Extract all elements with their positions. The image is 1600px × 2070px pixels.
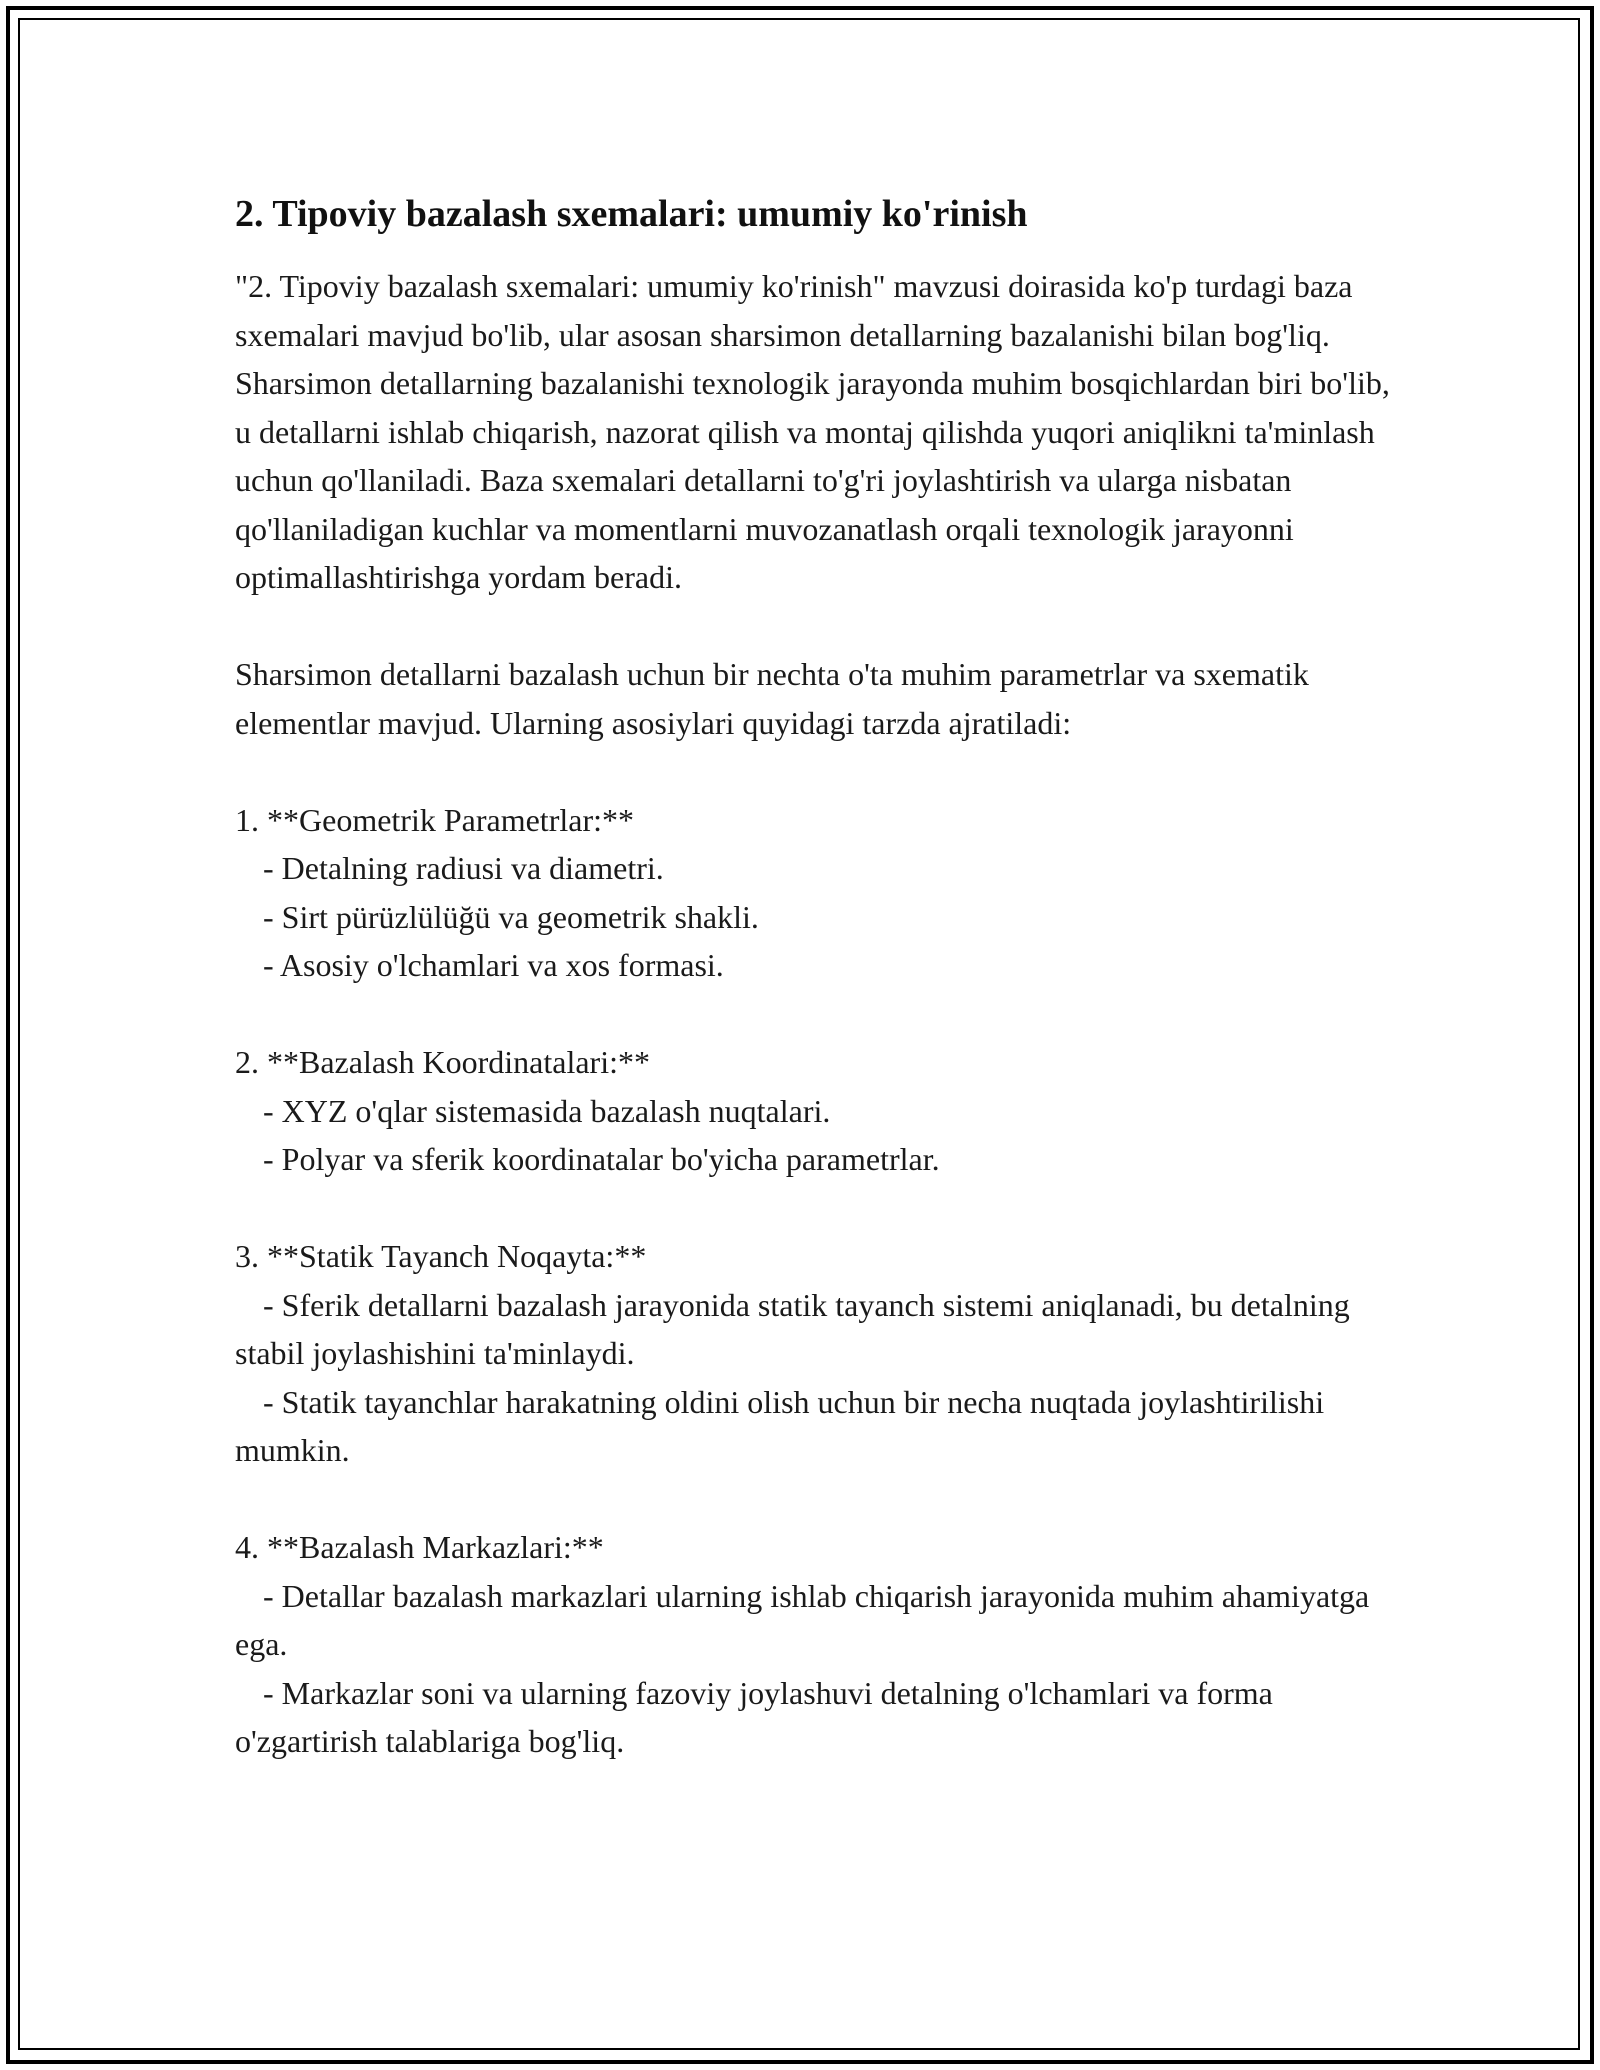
list-item: - Detalning radiusi va diametri. xyxy=(263,850,664,886)
section-heading: 1. **Geometrik Parametrlar:** xyxy=(235,801,634,838)
spacer xyxy=(235,1184,1405,1233)
section-basing-centers xyxy=(235,1523,1405,1766)
list-item: - Polyar va sferik koordinatalar bo'yicha parametrlar. xyxy=(263,1141,940,1177)
list-item: - Asosiy o'lchamlari va xos formasi. xyxy=(263,947,724,983)
lead-paragraph: Sharsimon detallarni bazalash uchun bir nechta o'ta muhim parametrlar va sxematik elementlar mavjud. Ularning asosiylari quyidagi tarzda ajratiladi: xyxy=(235,656,1309,741)
section-static-support xyxy=(235,1232,1405,1475)
section-basing-coordinates xyxy=(235,1038,1405,1184)
list-item: - Statik tayanchlar harakatning oldini olish uchun bir necha nuqtada joylashtirilishi mumkin. xyxy=(235,1383,1325,1468)
list-item: - Sferik detallarni bazalash jarayonida statik tayanch sistemi aniqlanadi, bu detalning stabil joylashishini ta'minlaydi. xyxy=(235,1286,1350,1371)
spacer xyxy=(235,747,1405,796)
spacer xyxy=(235,990,1405,1039)
page-title: 2. Tipoviy bazalash sxemalari: umumiy ko'rinish xyxy=(235,193,1028,235)
intro-paragraph: "2. Tipoviy bazalash sxemalari: umumiy ko'rinish" mavzusi doirasida ko'p turdagi baza sxemalari mavjud bo'lib, ular asosan sharsimon detallarning bazalanishi bilan bog'liq. Sharsimon detallarning bazalanishi texnologik jarayonda muhim bosqichlardan biri bo'lib, u detallarni ishlab chiqarish, nazorat qilish va montaj qilishda yuqori aniqlikni ta'minlash uchun qo'llaniladi. Baza sxemalari detallarni to'g'ri joylashtirish va ularga nisbatan qo'llaniladigan kuchlar va momentlarni muvozanatlash orqali texnologik jarayonni optimallashtirishga yordam beradi. xyxy=(235,268,1390,595)
spacer xyxy=(235,602,1405,651)
section-heading: 2. **Bazalash Koordinatalari:** xyxy=(235,1044,650,1080)
list-item: - Sirt pürüzlülüğü va geometrik shakli. xyxy=(263,898,759,935)
list-item: - Detallar bazalash markazlari ularning ishlab chiqarish jarayonida muhim ahamiyatga ega. xyxy=(235,1577,1370,1662)
section-heading: 4. **Bazalash Markazlari:** xyxy=(235,1529,604,1565)
section-geometric-parameters xyxy=(235,796,1405,990)
document-body xyxy=(235,186,1405,1766)
list-item: - Markazlar soni va ularning fazoviy joylashuvi detalning o'lchamlari va forma o'zgartirish talablariga bog'liq. xyxy=(235,1674,1273,1759)
section-heading: 3. **Statik Tayanch Noqayta:** xyxy=(235,1238,647,1274)
spacer xyxy=(235,1475,1405,1524)
list-item: - XYZ o'qlar sistemasida bazalash nuqtalari. xyxy=(263,1092,831,1129)
